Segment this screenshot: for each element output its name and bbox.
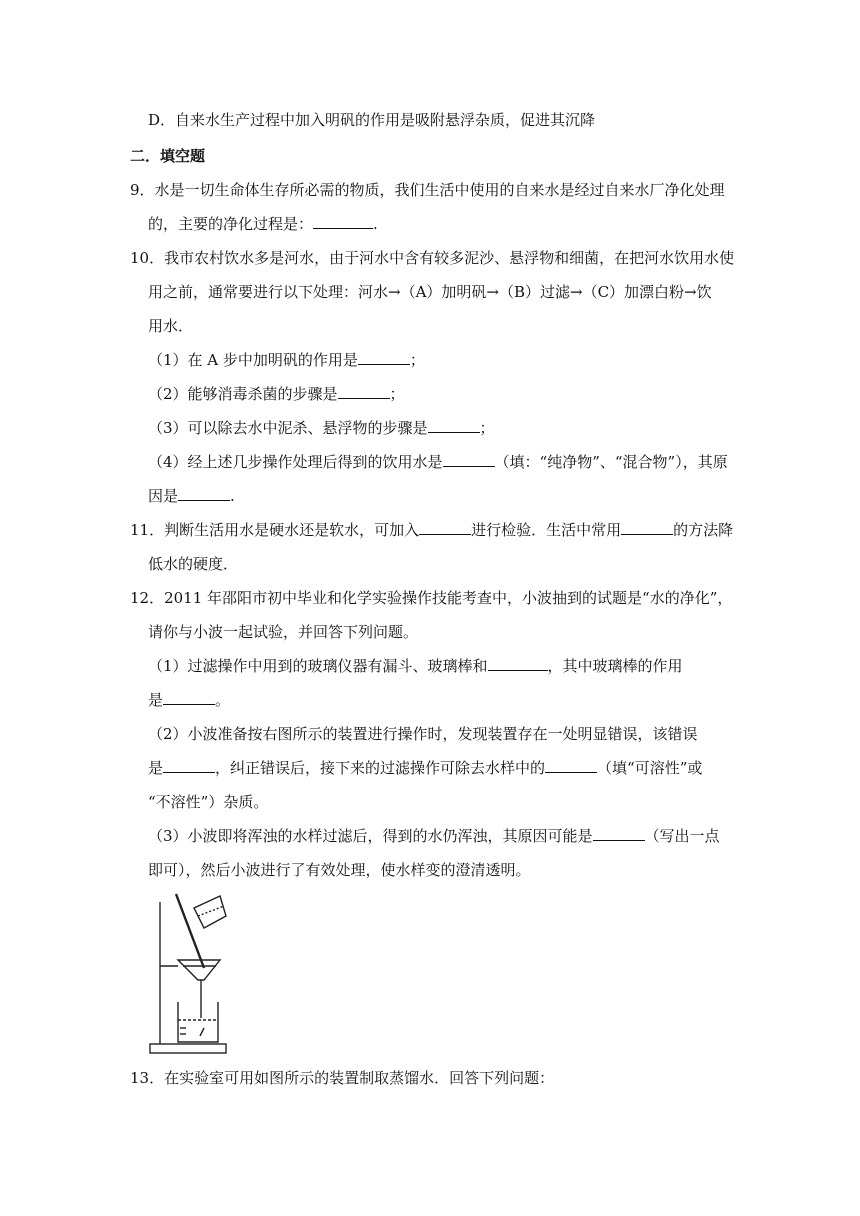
q12-sub2: （2）小波准备按右图所示的装置进行操作时，发现装置存在一处明显错误，该错误 — [148, 725, 698, 743]
answer-blank — [358, 350, 410, 365]
q10-sub1: （1）在 A 步中加明矾的作用是 ； — [148, 351, 425, 369]
stand-base — [150, 1044, 226, 1053]
q10-sub4: （4）经上述几步操作处理后得到的饮用水是 （填：“纯净物”、“混合物”），其原 — [148, 453, 728, 471]
q12-line1: 12．2011 年邵阳市初中毕业和化学实验操作技能考查中，小波抽到的试题是“水的净化”， — [130, 589, 733, 607]
q9-line1: 9．水是一切生命体生存所必需的物质，我们生活中使用的自来水是经过自来水厂净化处理 — [130, 181, 725, 199]
answer-blank — [443, 452, 495, 467]
answer-blank — [163, 758, 215, 773]
filtration-apparatus-figure — [148, 888, 228, 1056]
q12-line2: 请你与小波一起试验，并回答下列问题。 — [148, 623, 419, 641]
answer-blank — [419, 520, 471, 535]
q10-sub3: （3）可以除去水中泥杀、悬浮物的步骤是 ； — [148, 419, 495, 437]
answer-blank — [593, 826, 645, 841]
q12-sub1-cont: 是 。 — [148, 691, 231, 709]
answer-blank — [178, 486, 230, 501]
q12-sub2-end: “不溶性”）杂质。 — [148, 793, 269, 811]
answer-blank — [428, 418, 480, 433]
q12-sub2-cont: 是 ，纠正错误后，接下来的过滤操作可除去水样中的 （填“可溶性”或 — [148, 759, 703, 777]
answer-blank — [338, 384, 390, 399]
q12-sub3-cont: 即可），然后小波进行了有效处理，使水样变的澄清透明。 — [148, 861, 531, 879]
answer-blank — [488, 656, 548, 671]
receiving-beaker — [178, 1002, 218, 1042]
q8-option-d: D．自来水生产过程中加入明矾的作用是吸附悬浮杂质，促进其沉降 — [148, 111, 596, 129]
q9-line2: 的，主要的净化过程是： . — [148, 215, 378, 233]
funnel — [178, 960, 220, 980]
q10-line2: 用之前，通常要进行以下处理：河水→（A）加明矾→（B）过滤→（C）加漂白粉→饮 — [148, 283, 712, 301]
q10-line1: 10．我市农村饮水多是河水，由于河水中含有较多泥沙、悬浮物和细菌，在把河水饮用水使 — [130, 249, 735, 267]
q13-line: 13．在实验室可用如图所示的装置制取蒸馏水．回答下列问题： — [130, 1069, 555, 1087]
answer-blank — [545, 758, 597, 773]
answer-blank — [621, 520, 673, 535]
q10-sub2: （2）能够消毒杀菌的步骤是 ； — [148, 385, 405, 403]
section-heading: 二．填空题 — [130, 147, 206, 165]
q11-line1: 11．判断生活用水是硬水还是软水，可加入 进行检验．生活中常用 的方法降 — [130, 521, 734, 539]
answer-blank — [313, 214, 373, 229]
q10-line3: 用水． — [148, 317, 194, 335]
q12-sub3: （3）小波即将浑浊的水样过滤后，得到的水仍浑浊，其原因可能是 （写出一点 — [148, 827, 720, 845]
q12-sub1: （1）过滤操作中用到的玻璃仪器有漏斗、玻璃棒和 ，其中玻璃棒的作用 — [148, 657, 683, 675]
q10-sub4-cont: 因是 . — [148, 487, 235, 505]
answer-blank — [163, 690, 215, 705]
q11-line2: 低水的硬度． — [148, 555, 239, 573]
